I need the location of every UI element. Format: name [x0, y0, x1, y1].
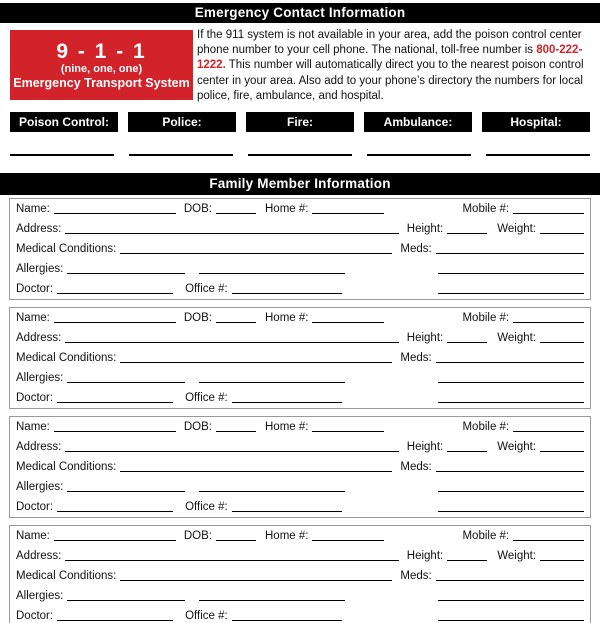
address-line [65, 342, 398, 343]
meds-line [436, 253, 584, 254]
height-line [447, 233, 487, 234]
meds-label: Meds: [400, 461, 432, 473]
medical-conditions-line [120, 471, 392, 472]
medical-row [16, 351, 584, 365]
allergies-label: Allergies: [16, 263, 64, 275]
medical-row [16, 242, 584, 256]
home-number-label: Home #: [265, 312, 309, 324]
home-number-line [312, 431, 384, 432]
contact-label-poison-control: Poison Control: [10, 112, 118, 132]
poison-control-instructions [197, 28, 590, 104]
medical-conditions-line [120, 362, 392, 363]
weight-label: Weight: [497, 223, 536, 235]
address-label: Address: [16, 223, 62, 235]
address-line [65, 233, 398, 234]
allergies-row [16, 262, 584, 276]
hospital-blank-line [486, 140, 590, 156]
contact-label-hospital: Hospital: [482, 112, 590, 132]
page-title: Emergency Contact Information [0, 3, 600, 23]
allergies-line [67, 273, 185, 274]
medical-row [16, 460, 584, 474]
office-number-label: Office #: [185, 392, 228, 404]
allergies-line-2 [199, 491, 345, 492]
home-number-label: Home #: [265, 421, 309, 433]
office-number-line [232, 511, 342, 512]
911-caption: Emergency Transport System [13, 75, 190, 90]
mobile-number-label: Mobile #: [462, 421, 510, 433]
meds-line-2 [438, 382, 584, 383]
dob-label: DOB: [183, 312, 212, 324]
name-label: Name: [16, 312, 50, 324]
doctor-line [57, 402, 173, 403]
height-label: Height: [406, 223, 444, 235]
dob-line [216, 540, 256, 541]
height-line [447, 342, 487, 343]
emergency-contact-labels-row [10, 112, 590, 132]
poison-control-blank-line [10, 140, 114, 156]
home-number-label: Home #: [265, 530, 309, 542]
allergies-row [16, 371, 584, 385]
address-row [16, 549, 584, 563]
weight-label: Weight: [497, 441, 536, 453]
office-number-line [232, 293, 342, 294]
height-label: Height: [406, 550, 444, 562]
name-label: Name: [16, 421, 50, 433]
allergies-row [16, 589, 584, 603]
mobile-number-line [513, 540, 584, 541]
weight-line [540, 451, 584, 452]
weight-line [540, 560, 584, 561]
dob-line [216, 431, 256, 432]
dob-label: DOB: [183, 530, 212, 542]
meds-line-3 [438, 402, 584, 403]
family-member-block-4 [9, 525, 591, 623]
name-line [54, 540, 176, 541]
allergies-line-2 [199, 273, 345, 274]
name-line [54, 431, 176, 432]
doctor-line [57, 293, 173, 294]
family-member-blocks [9, 198, 591, 623]
home-number-line [312, 213, 384, 214]
family-member-block-1 [9, 198, 591, 300]
meds-label: Meds: [400, 243, 432, 255]
weight-line [540, 342, 584, 343]
allergies-row [16, 480, 584, 494]
doctor-label: Doctor: [16, 610, 54, 622]
meds-line [436, 362, 584, 363]
allergies-line-2 [199, 382, 345, 383]
allergies-line-2 [199, 600, 345, 601]
home-number-line [312, 322, 384, 323]
meds-label: Meds: [400, 570, 432, 582]
address-row [16, 440, 584, 454]
doctor-line [57, 620, 173, 621]
fire-blank-line [248, 140, 352, 156]
name-row [16, 311, 584, 325]
weight-label: Weight: [497, 550, 536, 562]
meds-line-2 [438, 491, 584, 492]
meds-line [436, 580, 584, 581]
medical-conditions-label: Medical Conditions: [16, 570, 117, 582]
police-blank-line [129, 140, 233, 156]
doctor-row [16, 391, 584, 405]
allergies-line [67, 600, 185, 601]
office-number-label: Office #: [185, 501, 228, 513]
office-number-label: Office #: [185, 610, 228, 622]
height-label: Height: [406, 441, 444, 453]
doctor-label: Doctor: [16, 501, 54, 513]
name-label: Name: [16, 530, 50, 542]
weight-line [540, 233, 584, 234]
office-number-line [232, 620, 342, 621]
name-label: Name: [16, 203, 50, 215]
911-pronunciation: (nine, one, one) [60, 62, 143, 75]
ambulance-blank-line [367, 140, 471, 156]
doctor-row [16, 282, 584, 296]
dob-label: DOB: [183, 421, 212, 433]
height-line [447, 451, 487, 452]
dob-line [216, 322, 256, 323]
name-line [54, 213, 176, 214]
address-row [16, 331, 584, 345]
name-row [16, 202, 584, 216]
emergency-contact-blank-lines [10, 140, 590, 156]
911-number: 9 - 1 - 1 [56, 39, 147, 63]
meds-line-2 [438, 600, 584, 601]
address-label: Address: [16, 441, 62, 453]
medical-row [16, 569, 584, 583]
home-number-label: Home #: [265, 203, 309, 215]
allergies-label: Allergies: [16, 481, 64, 493]
911-badge [10, 30, 193, 100]
family-section-title: Family Member Information [0, 173, 600, 195]
meds-line [436, 471, 584, 472]
mobile-number-label: Mobile #: [462, 203, 510, 215]
doctor-label: Doctor: [16, 283, 54, 295]
mobile-number-label: Mobile #: [462, 530, 510, 542]
allergies-line [67, 491, 185, 492]
meds-line-3 [438, 293, 584, 294]
allergies-label: Allergies: [16, 590, 64, 602]
contact-label-ambulance: Ambulance: [364, 112, 472, 132]
instructions-text-after: This number will automatically direct you to the nearest poison control center in your area. Also add to your phone’s directory the numbers for local police, fire, ambulance, and hospital. [197, 59, 584, 102]
allergies-label: Allergies: [16, 372, 64, 384]
mobile-number-line [513, 431, 584, 432]
meds-line-3 [438, 511, 584, 512]
home-number-line [312, 540, 384, 541]
doctor-label: Doctor: [16, 392, 54, 404]
mobile-number-label: Mobile #: [462, 312, 510, 324]
meds-line-3 [438, 620, 584, 621]
height-line [447, 560, 487, 561]
contact-label-police: Police: [128, 112, 236, 132]
medical-conditions-label: Medical Conditions: [16, 352, 117, 364]
doctor-line [57, 511, 173, 512]
office-number-line [232, 402, 342, 403]
weight-label: Weight: [497, 332, 536, 344]
mobile-number-line [513, 322, 584, 323]
family-member-block-2 [9, 307, 591, 409]
instructions-text-before: If the 911 system is not available in your area, add the poison control center phone number to your cell phone. The national, toll-free number is [197, 29, 582, 57]
poison-control-phone-number: 800-222-1222. [197, 44, 583, 72]
family-member-block-3 [9, 416, 591, 518]
address-row [16, 222, 584, 236]
address-label: Address: [16, 550, 62, 562]
name-row [16, 529, 584, 543]
meds-line-2 [438, 273, 584, 274]
address-line [65, 451, 398, 452]
mobile-number-line [513, 213, 584, 214]
address-label: Address: [16, 332, 62, 344]
office-number-label: Office #: [185, 283, 228, 295]
medical-conditions-label: Medical Conditions: [16, 243, 117, 255]
meds-label: Meds: [400, 352, 432, 364]
allergies-line [67, 382, 185, 383]
medical-conditions-line [120, 580, 392, 581]
name-line [54, 322, 176, 323]
name-row [16, 420, 584, 434]
doctor-row [16, 609, 584, 623]
contact-label-fire: Fire: [246, 112, 354, 132]
dob-line [216, 213, 256, 214]
doctor-row [16, 500, 584, 514]
medical-conditions-line [120, 253, 392, 254]
dob-label: DOB: [183, 203, 212, 215]
medical-conditions-label: Medical Conditions: [16, 461, 117, 473]
height-label: Height: [406, 332, 444, 344]
address-line [65, 560, 398, 561]
